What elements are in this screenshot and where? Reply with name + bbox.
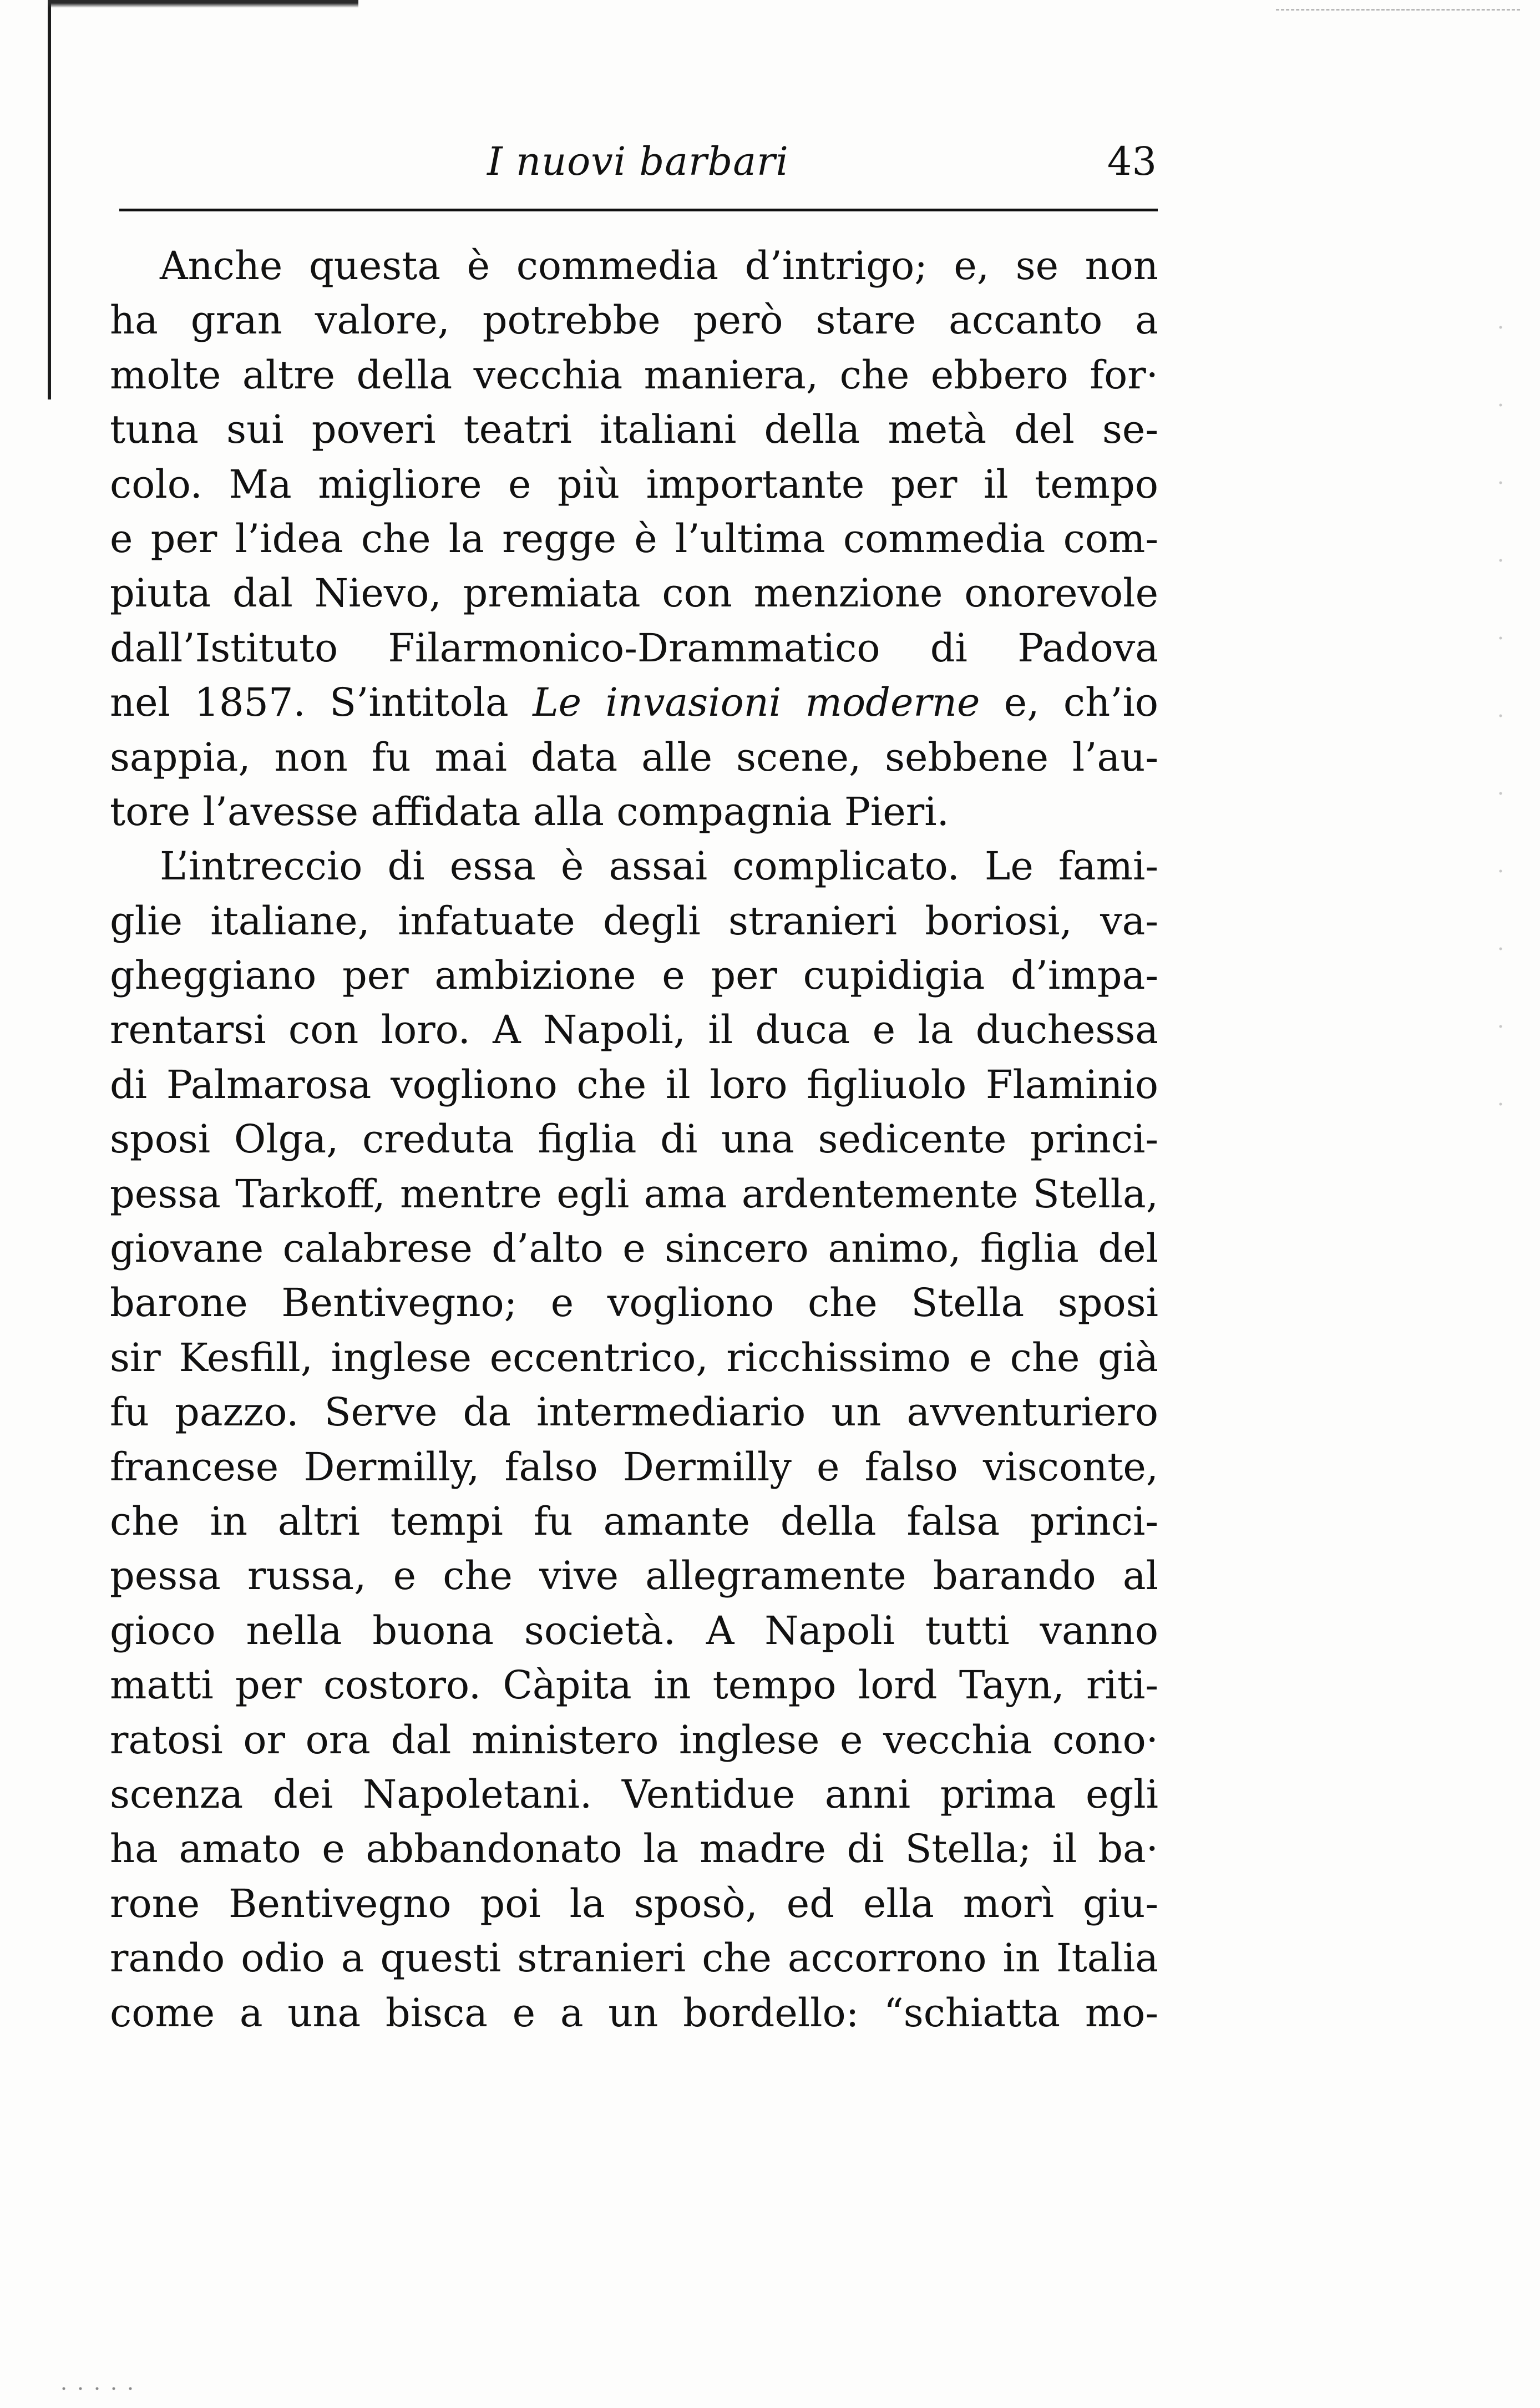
text-line: rone Bentivegno poi la sposò, ed ella morì giu- [110,1880,1158,1926]
text-line: pessa Tarkoff, mentre egli ama ardentemente Stella, [110,1171,1158,1217]
text-line: giovane calabrese d’alto e sincero animo, figlia del [110,1226,1158,1272]
text-line: francese Dermilly, falso Dermilly e falso visconte, [110,1444,1158,1490]
text-line [110,675,1158,730]
text-line: rando odio a questi stranieri che accorrono in Italia [110,1935,1158,1981]
text-line: pessa russa, e che vive allegramente barando al [110,1553,1158,1599]
text-line: come a una bisca e a un bordello: “schiatta mo- [110,1990,1158,2036]
running-title: I nuovi barbari [487,139,789,184]
body-text [110,239,1158,2040]
text-line: matti per costoro. Càpita in tempo lord Tayn, riti- [110,1662,1158,1708]
text-line: sir Kesfill, inglese eccentrico, ricchissimo e che già [110,1334,1158,1380]
text-line: sposi Olga, creduta figlia di una sedicente princi- [110,1116,1158,1162]
scan-bottom-specks [55,2383,133,2394]
scan-binding-edge [48,0,51,399]
scan-top-smudge [48,0,358,8]
text-line: tore l’avesse affidata alla compagnia Pieri. [110,788,949,834]
text-line: piuta dal Nievo, premiata con menzione onorevole [110,570,1158,616]
text-line: che in altri tempi fu amante della falsa princi- [110,1498,1158,1544]
text-line: e per l’idea che la regge è l’ultima commedia com- [110,515,1158,561]
text-line: barone Bentivegno; e vogliono che Stella sposi [110,1280,1158,1326]
text-line: sappia, non fu mai data alle scene, sebbene l’au- [110,734,1158,780]
text-line-segment: e, ch’io [980,680,1158,726]
text-line: dall’Istituto Filarmonico-Drammatico di Padova [110,625,1158,671]
text-line: ha gran valore, potrebbe però stare accanto a [110,297,1158,343]
text-line: rentarsi con loro. A Napoli, il duca e la duchessa [110,1007,1158,1053]
running-header [119,133,1157,200]
text-line: glie italiane, infatuate degli stranieri boriosi, va- [110,898,1158,944]
text-line: gheggiano per ambizione e per cupidigia d’impa- [110,953,1158,999]
play-title-italic: Le invasioni moderne [533,680,980,726]
page-number: 43 [1107,139,1157,184]
text-line: tuna sui poveri teatri italiani della metà del se- [110,407,1158,453]
text-line: L’intreccio di essa è assai complicato. Le fami- [160,843,1158,889]
scan-bleed-dots [1487,289,1514,1121]
text-line: ha amato e abbandonato la madre di Stella; il ba· [110,1826,1158,1872]
text-line: gioco nella buona società. A Napoli tutti vanno [110,1607,1158,1653]
text-line: di Palmarosa vogliono che il loro figliuolo Flaminio [110,1061,1158,1107]
scan-top-dashes [1276,9,1520,11]
text-line: ratosi or ora dal ministero inglese e vecchia cono· [110,1717,1158,1763]
text-line: colo. Ma migliore e più importante per il tempo [110,461,1158,507]
text-line: Anche questa è commedia d’intrigo; e, se non [160,243,1158,289]
header-rule [119,209,1158,211]
text-line: scenza dei Napoletani. Ventidue anni prima egli [110,1771,1158,1817]
text-line-segment: nel 1857. S’intitola [110,680,533,726]
text-line: molte altre della vecchia maniera, che ebbero for· [110,352,1158,398]
text-line: fu pazzo. Serve da intermediario un avventuriero [110,1389,1158,1435]
